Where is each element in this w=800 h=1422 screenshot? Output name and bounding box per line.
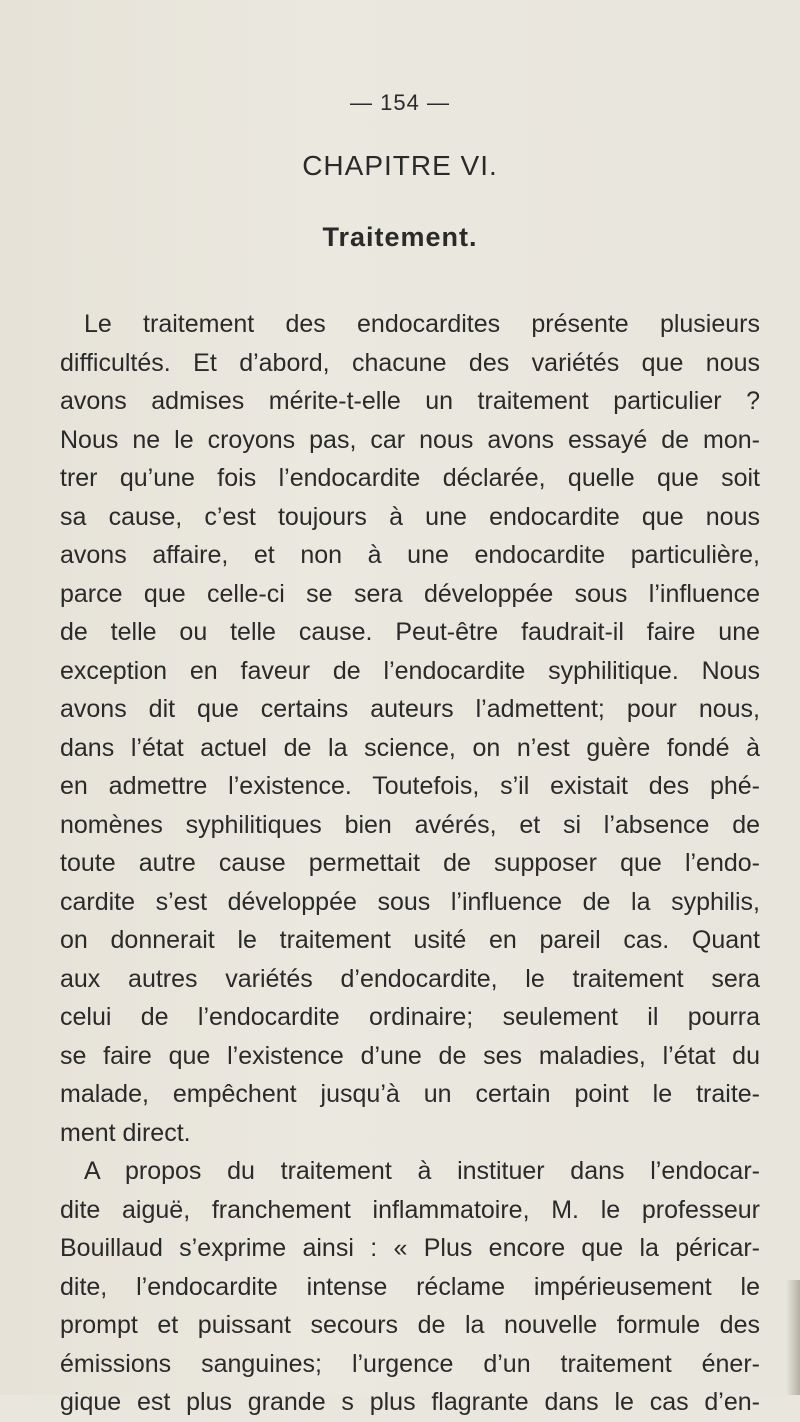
chapter-heading: CHAPITRE VI.	[302, 150, 498, 181]
text-line: avons dit que certains auteurs l’admettent; pour nous,	[60, 695, 760, 723]
text-line: toute autre cause permettait de supposer que l’endo-	[60, 849, 760, 877]
text-line: dite aiguë, franchement inflammatoire, M. le professeur	[60, 1195, 760, 1224]
text-line: Nous ne le croyons pas, car nous avons essayé de mon-	[60, 425, 760, 454]
page-number: — 154 —	[350, 90, 450, 115]
text-line: malade, empêchent jusqu’à un certain point le traite-	[60, 1080, 760, 1108]
text-line: nomènes syphilitiques bien avérés, et si l’absence de	[60, 810, 760, 839]
text-line: émissions sanguines; l’urgence d’un traitement éner-	[60, 1349, 760, 1378]
text-line: exception en faveur de l’endocardite syphilitique. Nous	[60, 656, 760, 685]
text-line: cardite s’est développée sous l’influence de la syphilis,	[60, 887, 760, 916]
text-line: dans l’état actuel de la science, on n’est guère fondé à	[60, 733, 760, 762]
text-line: Le traitement des endocardites présente plusieurs	[84, 310, 760, 338]
section-title: Traitement.	[322, 222, 478, 252]
text-line: de telle ou telle cause. Peut-être faudrait-il faire une	[60, 618, 760, 646]
text-line: parce que celle-ci se sera développée sous l’influence	[60, 579, 760, 608]
text-line: A propos du traitement à instituer dans l’endocar-	[84, 1157, 760, 1185]
text-line: trer qu’une fois l’endocardite déclarée, quelle que soit	[60, 464, 760, 492]
text-line: aux autres variétés d’endocardite, le traitement sera	[60, 964, 760, 993]
text-line: Bouillaud s’exprime ainsi : « Plus encore que la péricar-	[60, 1234, 760, 1262]
text-line: avons admises mérite-t-elle un traitement particulier ?	[60, 387, 760, 415]
text-line: sa cause, c’est toujours à une endocardite que nous	[60, 502, 760, 531]
text-line: difficultés. Et d’abord, chacune des variétés que nous	[60, 348, 760, 377]
text-line: en admettre l’existence. Toutefois, s’il existait des phé-	[60, 772, 760, 800]
page-edge-shadow	[786, 1280, 800, 1395]
text-line: prompt et puissant secours de la nouvelle formule des	[60, 1311, 760, 1339]
text-line: on donnerait le traitement usité en pareil cas. Quant	[60, 926, 760, 954]
text-line: celui de l’endocardite ordinaire; seulement il pourra	[60, 1003, 760, 1031]
text-line: se faire que l’existence d’une de ses maladies, l’état du	[60, 1041, 760, 1070]
text-line: gique est plus grande s plus flagrante dans le cas d’en-	[60, 1388, 760, 1416]
text-line: avons affaire, et non à une endocardite particulière,	[60, 541, 760, 569]
body-text	[60, 305, 760, 1422]
text-line: ment direct.	[60, 1118, 191, 1147]
text-line: dite, l’endocardite intense réclame impérieusement le	[60, 1272, 760, 1301]
